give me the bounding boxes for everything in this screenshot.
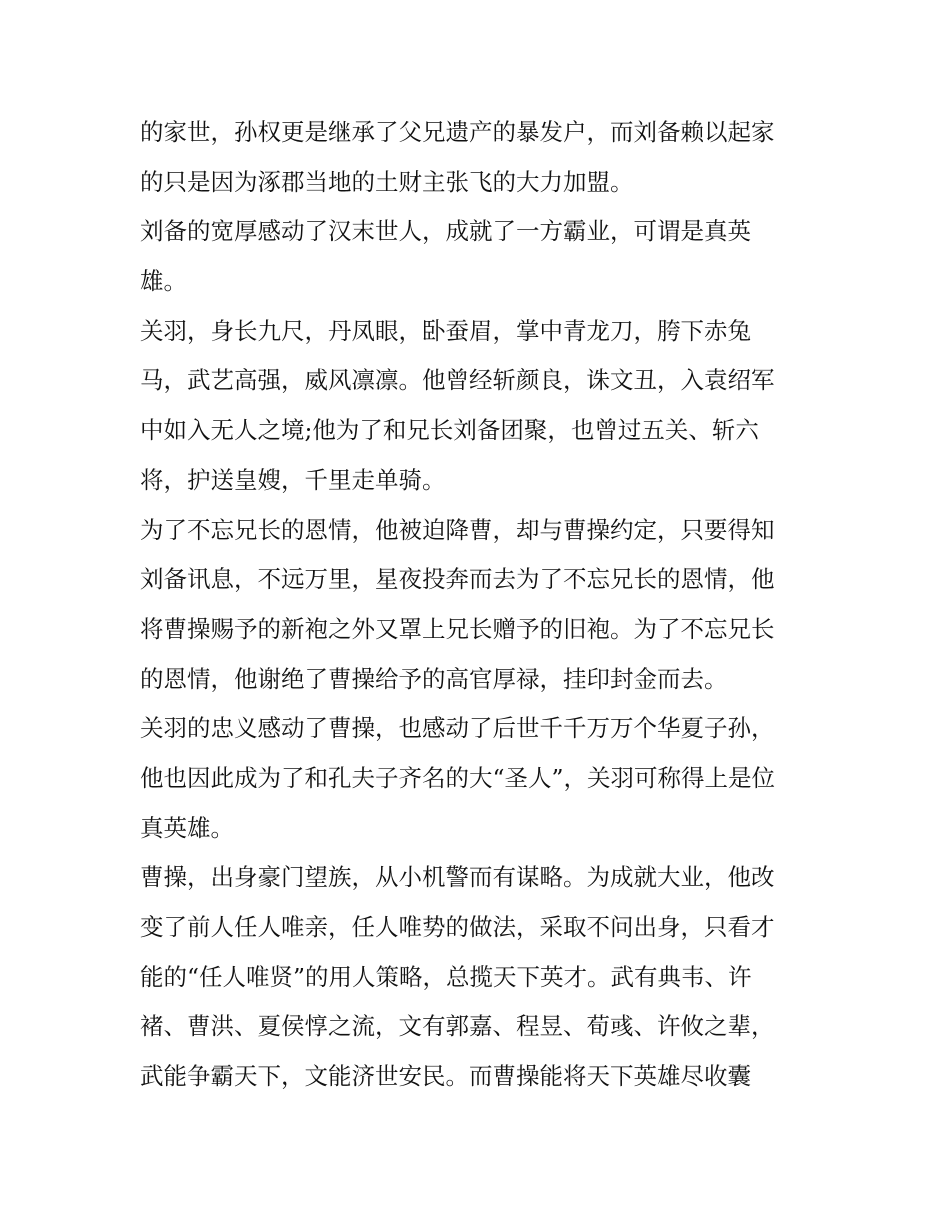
text-line: 刘备的宽厚感动了汉末世人，成就了一方霸业，可谓是真英 xyxy=(140,217,751,246)
text-line: 的家世，孙权更是继承了父兄遗产的暴发户，而刘备赖以起家 xyxy=(140,118,775,146)
text-line: 将曹操赐予的新袍之外又罩上兄长赠予的旧袍。为了不忘兄长 xyxy=(140,614,775,643)
text-line: 的恩情，他谢绝了曹操给予的高官厚禄，挂印封金而去。 xyxy=(140,664,728,693)
text-line: 雄。 xyxy=(140,267,187,296)
text-line: 武能争霸天下，文能济世安民。而曹操能将天下英雄尽收囊 xyxy=(140,1062,751,1091)
text-line: 为了不忘兄长的恩情，他被迫降曹，却与曹操约定，只要得知 xyxy=(140,515,775,544)
text-line: 将，护送皇嫂，千里走单骑。 xyxy=(140,465,446,494)
text-line: 真英雄。 xyxy=(140,813,234,842)
text-line: 关羽的忠义感动了曹操，也感动了后世千千万万个华夏子孙， xyxy=(140,714,775,743)
text-line: 马，武艺高强，威风凛凛。他曾经斩颜良，诛文丑，入袁绍军 xyxy=(140,366,775,395)
body-text xyxy=(140,108,820,1102)
text-line: 变了前人任人唯亲，任人唯势的做法，采取不问出身，只看才 xyxy=(140,913,775,941)
text-line: 褚、曹洪、夏侯惇之流，文有郭嘉、程昱、荀彧、许攸之辈， xyxy=(140,1012,775,1041)
text-line: 他也因此成为了和孔夫子齐名的大“圣人”，关羽可称得上是位 xyxy=(140,763,776,792)
text-line: 中如入无人之境;他为了和兄长刘备团聚，也曾过五关、斩六 xyxy=(140,416,759,445)
text-line: 关羽，身长九尺，丹凤眼，卧蚕眉，掌中青龙刀，胯下赤兔 xyxy=(140,316,751,345)
text-line: 的只是因为涿郡当地的土财主张飞的大力加盟。 xyxy=(140,167,634,196)
text-line: 刘备讯息，不远万里，星夜投奔而去为了不忘兄长的恩情，他 xyxy=(140,565,775,594)
text-line: 能的“任人唯贤”的用人策略，总揽天下英才。武有典韦、许 xyxy=(140,962,752,991)
text-line: 曹操，出身豪门望族，从小机警而有谋略。为成就大业，他改 xyxy=(140,863,775,892)
